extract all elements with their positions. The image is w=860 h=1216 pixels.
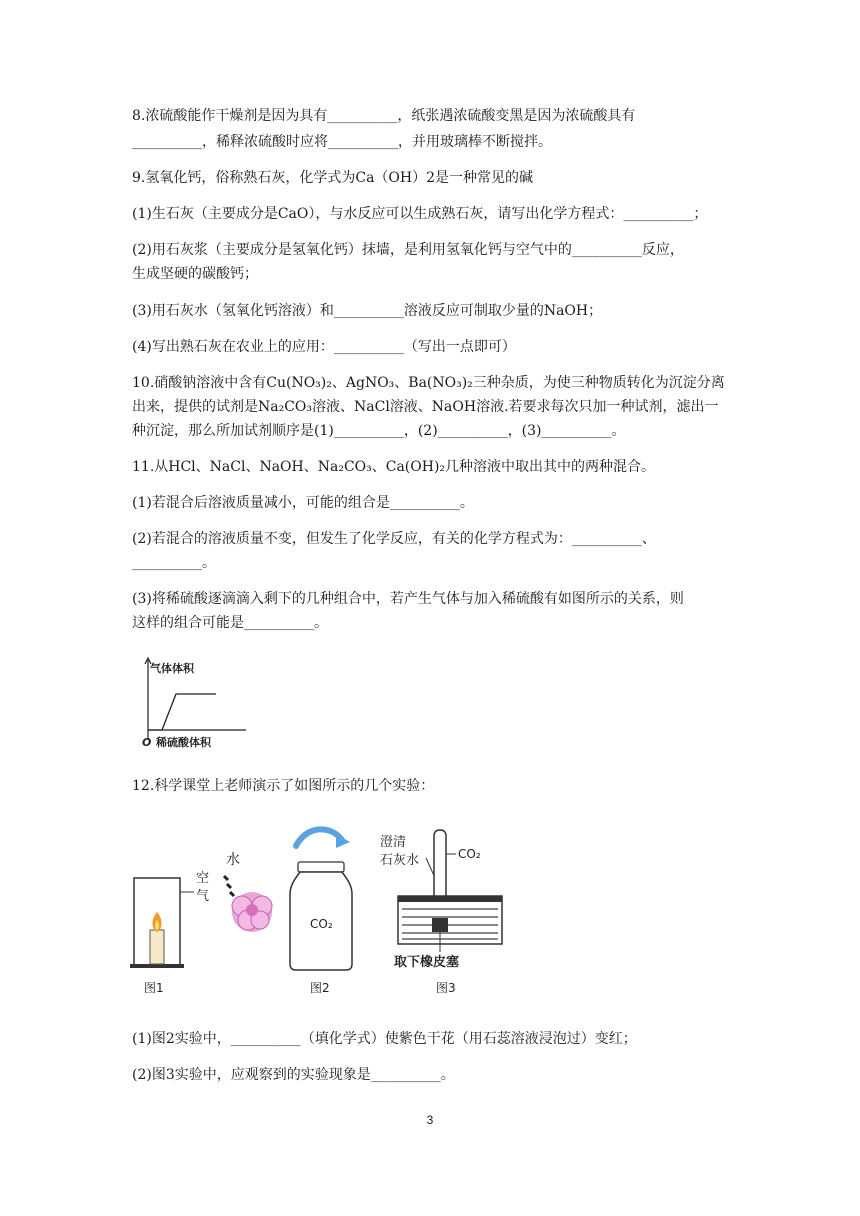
fig3-stopper-label: 取下橡皮塞 [394,955,460,970]
fig2-caption: 图2 [310,981,330,995]
water-spray-icon [224,876,234,896]
q8-line-2: __________，稀释浓硫酸时应将__________，并用玻璃棒不断搅拌。 [132,134,552,150]
q11-stem: 11.从HCl、NaCl、NaOH、Na₂CO₃、Ca(OH)₂几种溶液中取出其中的两种混合。 [132,459,656,475]
fig3-caption: 图3 [436,981,456,995]
curved-arrow-icon [296,829,342,846]
q9-part-3: (3)用石灰水（氢氧化钙溶液）和__________溶液反应可制取少量的NaOH； [132,303,603,319]
trough-rim [398,896,502,902]
q10-line-1: 10.硝酸钠溶液中含有Cu(NO₃)₂、AgNO₃、Ba(NO₃)₂三种杂质，为使三种物质转化为沉淀分离 [132,375,725,391]
q10-line-3: 种沉淀，那么所加试剂顺序是(1)__________，(2)__________，(3)__________。 [132,423,626,439]
q10-line-2: 出来，提供的试剂是Na₂CO₃溶液、NaCl溶液、NaOH溶液.若要求每次只加一种试剂，滤出一 [132,399,719,415]
q12-part-2: (2)图3实验中，应观察到的实验现象是__________。 [132,1067,455,1083]
water-and-flower [224,851,272,932]
water-trough [398,896,502,944]
q8-line-1: 8.浓硫酸能作干燥剂是因为具有__________，纸张遇浓硫酸变黑是因为浓硫酸具有 [132,108,636,124]
graph-x-label: 稀硫酸体积 [156,736,211,749]
fig1-air-label-part: 气 [196,889,210,904]
fig3-limewater-label-2: 石灰水 [380,853,420,868]
figure-3-trough [380,830,502,995]
candle [150,930,164,964]
jar-base [130,964,184,968]
fig1-caption: 图1 [144,981,164,995]
page-number: 3 [426,1113,434,1127]
rubber-stopper [432,918,448,932]
figure-2-co2-bottle [290,829,352,995]
q9-part-2-line-2: 生成坚硬的碳酸钙； [132,266,258,282]
q11-part-3-line-2: 这样的组合可能是__________。 [132,615,328,631]
arrow-head-icon [336,834,350,848]
graph-origin-label: O [142,736,152,749]
q11-part-2-line-2: __________。 [132,555,216,571]
purple-flower-icon [232,892,272,932]
q9-part-2-line-1: (2)用石灰浆（主要成分是氢氧化钙）抹墙，是利用氢氧化钙与空气中的__________反应， [132,242,684,258]
q9-part-4: (4)写出熟石灰在农业上的应用：__________（写出一点即可） [132,339,516,355]
experiment-figures [130,820,510,1000]
q12-stem: 12.科学课堂上老师演示了如图所示的几个实验： [132,778,435,794]
figure-1-candle-jar [130,870,209,995]
graph-curve [148,694,216,730]
q9-part-1: (1)生石灰（主要成分是CaO），与水反应可以生成熟石灰，请写出化学方程式：__________； [132,206,708,222]
fig1-air-label-part: 空 [196,871,210,886]
fig1-water-label: 水 [226,852,240,868]
q11-part-1: (1)若混合后溶液质量减小，可能的组合是__________。 [132,495,474,511]
bottle-neck [298,862,344,872]
fig3-limewater-label-1: 澄清 [380,835,407,850]
q12-part-1: (1)图2实验中，__________（填化学式）使紫色干花（用石蕊溶液浸泡过）变红； [132,1031,637,1047]
fig2-bottle-label: CO₂ [310,917,333,931]
gas-volume-graph [138,654,248,754]
fig3-gas-label: CO₂ [458,847,481,861]
q11-part-2-line-1: (2)若混合的溶液质量不变，但发生了化学反应，有关的化学方程式为：__________、 [132,531,656,547]
q9-stem: 9.氢氧化钙，俗称熟石灰，化学式为Ca（OH）2是一种常见的碱 [132,170,534,186]
graph-y-label: 气体体积 [150,662,194,675]
q11-part-3-line-1: (3)将稀硫酸逐滴滴入剩下的几种组合中，若产生气体与加入稀硫酸有如图所示的关系，则 [132,591,684,607]
